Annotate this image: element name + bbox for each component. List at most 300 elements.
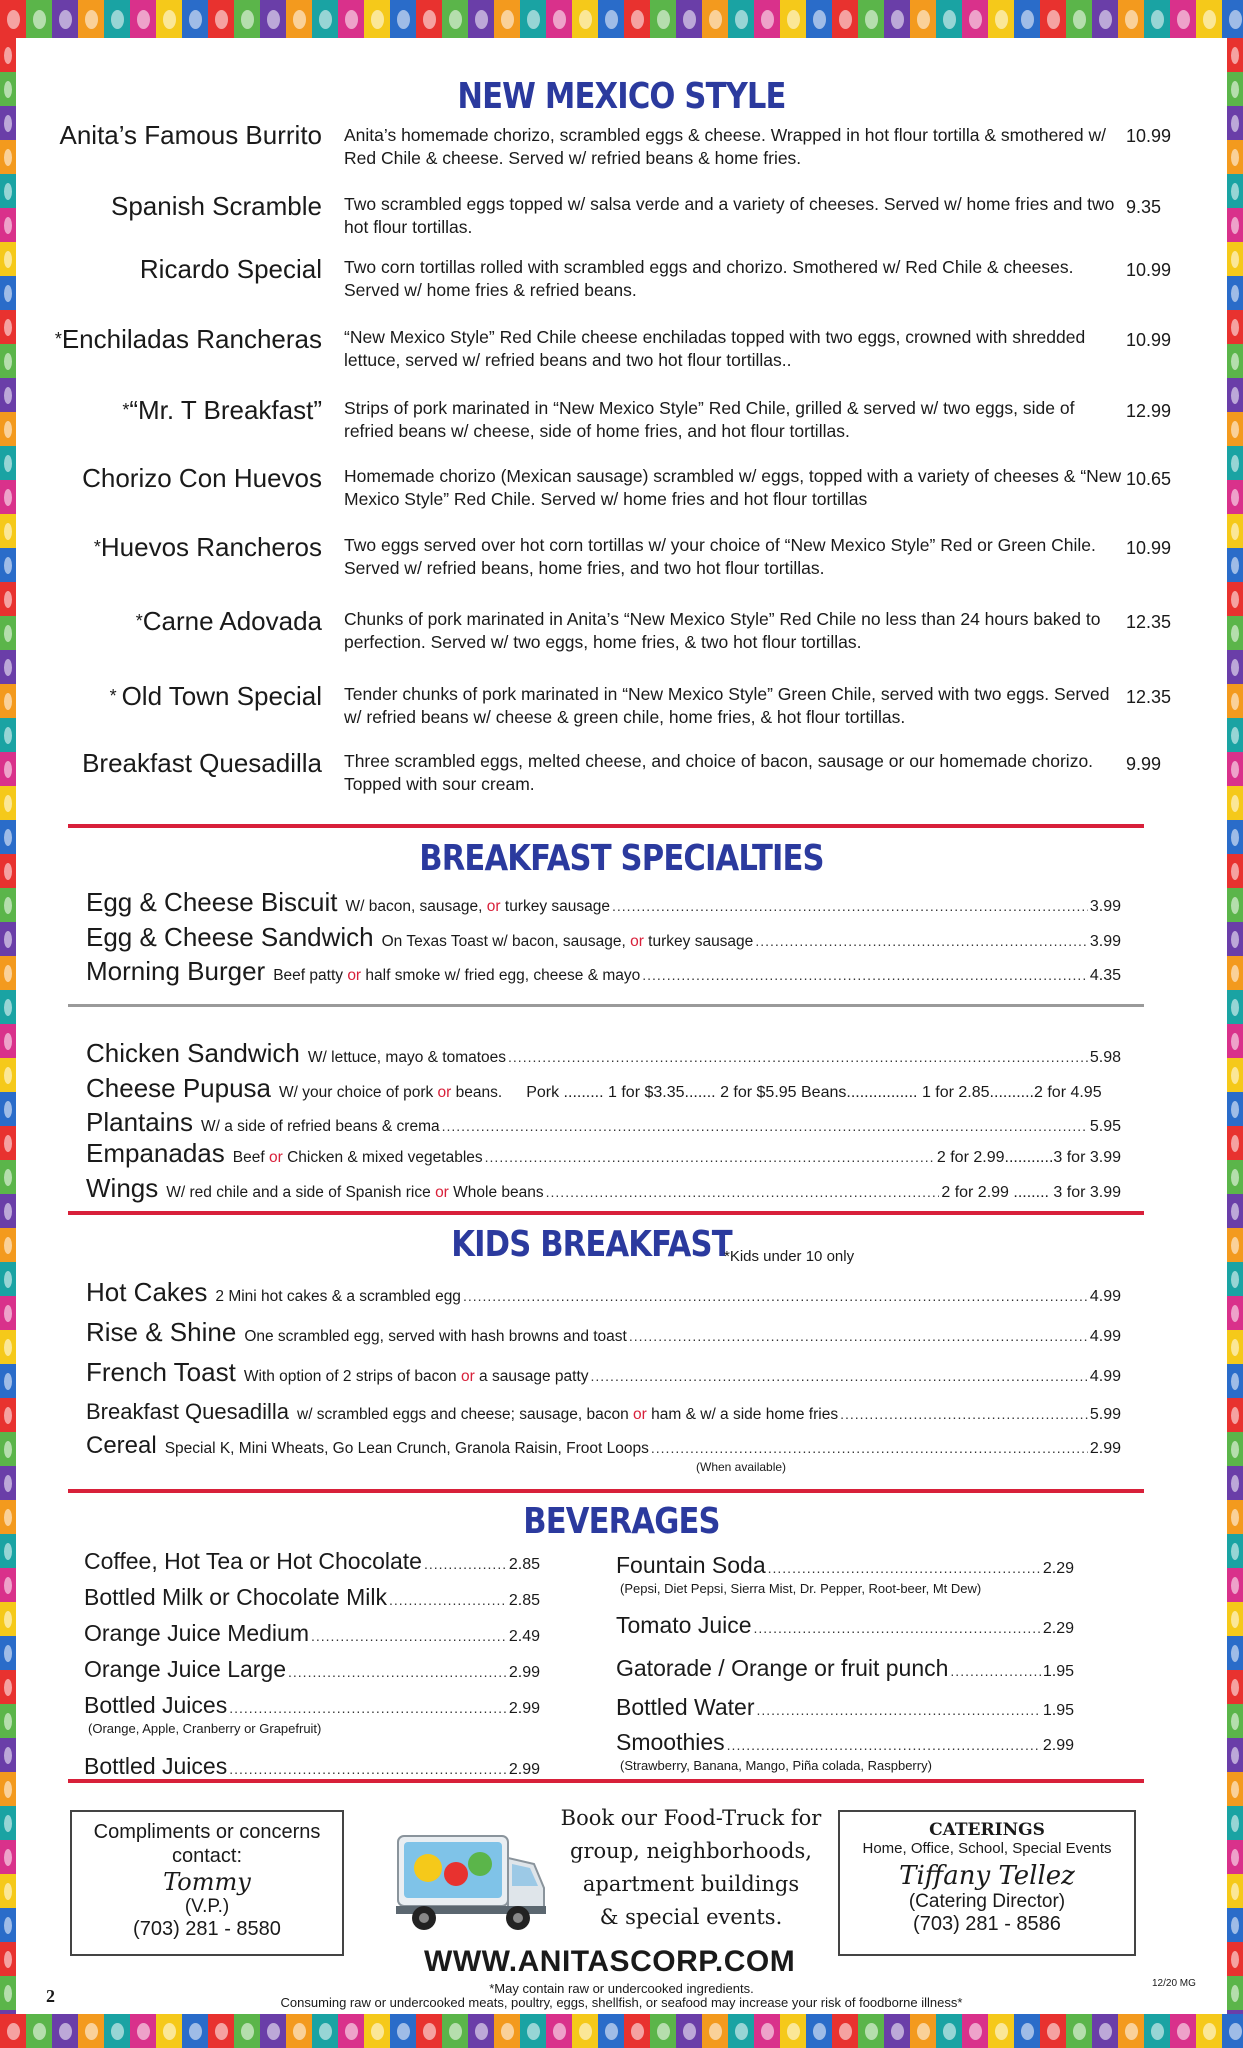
border-tile (858, 0, 884, 38)
item-description: Chunks of pork marinated in Anita’s “New Mexico Style” Red Chile no less than 24 hours baked to perfection. Served w/ two eggs, home fries, & two hot flour tortillas. (344, 609, 1101, 652)
dot-leader (651, 1440, 1088, 1456)
item-description (382, 933, 754, 951)
border-tile (0, 1228, 16, 1262)
item-name-text: Ricardo Special (139, 254, 322, 284)
border-tile (494, 2014, 520, 2048)
menu-line-item (86, 1357, 1121, 1388)
border-tile (1227, 1126, 1243, 1160)
papel-picado-border-bottom (0, 2014, 1243, 2048)
border-tile (1227, 446, 1243, 480)
item-name: Egg & Cheese Sandwich (86, 922, 374, 952)
border-tile (624, 0, 650, 38)
beverage-item (84, 1692, 540, 1719)
border-tile (0, 242, 16, 276)
border-tile (1118, 0, 1144, 38)
border-tile (208, 2014, 234, 2048)
border-tile (1227, 1432, 1243, 1466)
border-tile (0, 1568, 16, 1602)
beverage-name: Fountain Soda (616, 1552, 766, 1578)
food-truck-image (394, 1830, 550, 1934)
border-tile (286, 2014, 312, 2048)
border-tile (1066, 2014, 1092, 2048)
border-tile (0, 1024, 16, 1058)
page-number: 2 (46, 1986, 55, 2006)
border-tile (364, 0, 390, 38)
description-text: Whole beans (448, 1184, 544, 1201)
border-tile (572, 2014, 598, 2048)
border-tile (1227, 1296, 1243, 1330)
menu-line-item (86, 1432, 1121, 1460)
section-divider (68, 1489, 1144, 1493)
border-tile (806, 2014, 832, 2048)
border-tile (1227, 1092, 1243, 1126)
item-price: 2.99 (1089, 1440, 1121, 1457)
beverage-note: (Strawberry, Banana, Mango, Piña colada, Raspberry) (620, 1758, 932, 1773)
border-tile (0, 106, 16, 140)
border-tile (1227, 582, 1243, 616)
border-tile (1227, 1160, 1243, 1194)
contact-role: (V.P.) (184, 1896, 230, 1917)
description-text: W/ red chile and a side of Spanish rice (166, 1184, 436, 1201)
item-name (46, 750, 322, 777)
menu-line-item (86, 1317, 1121, 1348)
border-tile (0, 276, 16, 310)
border-tile (0, 412, 16, 446)
beverage-price: 2.49 (508, 1628, 540, 1645)
menu-line-item (86, 1277, 1121, 1308)
border-tile (468, 0, 494, 38)
border-tile (1227, 956, 1243, 990)
contact-line-1: Compliments or concerns (93, 1821, 321, 1843)
item-name-text: Huevos Rancheros (100, 532, 322, 562)
item-description (244, 1368, 589, 1386)
item-description (215, 1288, 461, 1306)
border-tile (26, 2014, 52, 2048)
border-tile (0, 1602, 16, 1636)
catering-title: CATERINGS (929, 1820, 1045, 1840)
border-tile (728, 2014, 754, 2048)
beverage-note: (Orange, Apple, Cranberry or Grapefruit) (88, 1721, 322, 1736)
border-tile (1227, 1806, 1243, 1840)
catering-role: (Catering Director) (908, 1891, 1066, 1912)
item-name-text: Chorizo Con Huevos (82, 463, 322, 493)
border-tile (1092, 2014, 1118, 2048)
item-name (46, 193, 322, 220)
border-tile (1227, 1602, 1243, 1636)
dot-leader (389, 1592, 507, 1608)
border-tile (0, 344, 16, 378)
description-text: turkey sausage (643, 933, 754, 950)
border-tile (1227, 854, 1243, 888)
border-tile (962, 2014, 988, 2048)
border-tile (1222, 2014, 1243, 2048)
item-name-text: Spanish Scramble (111, 191, 322, 221)
beverage-name: Orange Juice Large (84, 1656, 287, 1682)
or-connector: or (437, 1084, 452, 1101)
border-tile (988, 2014, 1014, 2048)
beverage-note: (Pepsi, Diet Pepsi, Sierra Mist, Dr. Pepper, Root-beer, Mt Dew) (620, 1581, 982, 1596)
border-tile (624, 2014, 650, 2048)
border-tile (598, 0, 624, 38)
border-tile (910, 2014, 936, 2048)
border-tile (0, 1160, 16, 1194)
border-tile (1227, 1058, 1243, 1092)
border-tile (130, 2014, 156, 2048)
catering-subtitle: Home, Office, School, Special Events (862, 1840, 1112, 1857)
promo-line: & special events. (599, 1905, 783, 1929)
or-connector: or (347, 967, 362, 984)
description-text: On Texas Toast w/ bacon, sausage, (381, 933, 631, 950)
item-price: 10.65 (1126, 469, 1172, 489)
description-text: beans. (451, 1084, 503, 1101)
border-tile (1066, 0, 1092, 38)
new-mexico-title: NEW MEXICO STYLE (457, 76, 786, 117)
item-name: Egg & Cheese Biscuit (86, 887, 338, 917)
item-price: 5.99 (1089, 1406, 1121, 1423)
item-asterisk: * (109, 686, 122, 706)
description-text: 2 Mini hot cakes & a scrambled egg (215, 1288, 461, 1305)
beverage-price: 1.95 (1042, 1663, 1074, 1680)
specialties-divider (68, 1004, 1144, 1007)
border-tile (0, 1058, 16, 1092)
raw-ingredients-note: *May contain raw or undercooked ingredients. (489, 1981, 754, 1996)
border-tile (416, 0, 442, 38)
border-tile (1227, 752, 1243, 786)
item-name (46, 465, 322, 492)
border-tile (1227, 72, 1243, 106)
item-name: Cereal (86, 1432, 157, 1459)
dot-leader (229, 1761, 507, 1777)
border-tile (0, 1500, 16, 1534)
beverage-item (84, 1656, 540, 1683)
border-tile (0, 1126, 16, 1160)
border-tile (650, 0, 676, 38)
promo-line: apartment buildings (582, 1872, 800, 1896)
or-connector: or (633, 1406, 647, 1423)
border-tile (936, 2014, 962, 2048)
border-tile (156, 2014, 182, 2048)
border-tile (156, 0, 182, 38)
beverage-price: 2.29 (1042, 1620, 1074, 1637)
border-tile (1227, 888, 1243, 922)
item-description: Two eggs served over hot corn tortillas w/ your choice of “New Mexico Style” Red or Green Chile. Served w/ refried beans, home fries, and two hot flour tortillas. (344, 535, 1096, 578)
item-price: 4.99 (1089, 1288, 1121, 1305)
border-tile (494, 0, 520, 38)
border-tile (0, 1636, 16, 1670)
border-tile (1227, 548, 1243, 582)
item-name: French Toast (86, 1357, 236, 1387)
border-tile (1227, 344, 1243, 378)
item-price: 2 for 2.99...........3 for 3.99 (936, 1149, 1121, 1166)
border-tile (338, 2014, 364, 2048)
border-tile (104, 0, 130, 38)
item-description (201, 1118, 440, 1136)
border-tile (0, 1874, 16, 1908)
item-name (46, 122, 322, 149)
item-price: 10.99 (1126, 330, 1172, 350)
border-tile (0, 446, 16, 480)
border-tile (234, 0, 260, 38)
border-tile (0, 1942, 16, 1976)
border-tile (1227, 38, 1243, 72)
beverages-title: BEVERAGES (523, 1501, 720, 1542)
food-truck-promo (556, 1802, 826, 1934)
border-tile (364, 2014, 390, 2048)
or-connector: or (268, 1149, 283, 1166)
border-tile (546, 0, 572, 38)
border-tile (1227, 1874, 1243, 1908)
item-description: Three scrambled eggs, melted cheese, and choice of bacon, sausage or our homemade chorizo. Topped with sour cream. (344, 751, 1094, 794)
border-tile (0, 1670, 16, 1704)
border-tile (780, 0, 806, 38)
menu-line-item (86, 887, 1121, 918)
border-tile (884, 2014, 910, 2048)
border-tile (0, 2014, 26, 2048)
border-tile (910, 0, 936, 38)
description-text: half smoke w/ fried egg, cheese & mayo (361, 967, 641, 984)
menu-line-item (86, 1399, 1121, 1425)
or-connector: or (435, 1184, 449, 1201)
item-price: 4.99 (1089, 1368, 1121, 1385)
border-tile (442, 2014, 468, 2048)
border-tile (1196, 2014, 1222, 2048)
border-tile (1144, 2014, 1170, 2048)
description-text: W/ lettuce, mayo & tomatoes (307, 1049, 507, 1066)
border-tile (0, 650, 16, 684)
beverage-price: 1.95 (1042, 1702, 1074, 1719)
item-asterisk: * (122, 400, 130, 420)
item-description: “New Mexico Style” Red Chile cheese enchiladas topped with two eggs, crowned with shredded lettuce, served w/ refried beans and two hot flour tortillas.. (344, 327, 1086, 370)
item-description (345, 898, 610, 916)
item-price: 12.35 (1126, 612, 1172, 632)
description-text: W/ your choice of pork (279, 1084, 438, 1101)
item-name-text: Breakfast Quesadilla (82, 748, 322, 778)
border-tile (1227, 1772, 1243, 1806)
border-tile (546, 2014, 572, 2048)
border-tile (208, 0, 234, 38)
item-name: Plantains (86, 1107, 193, 1137)
dot-leader (442, 1118, 1088, 1134)
border-tile (0, 1092, 16, 1126)
border-tile (1170, 0, 1196, 38)
description-text: One scrambled egg, served with hash browns and toast (244, 1328, 627, 1345)
border-tile (390, 0, 416, 38)
border-tile (182, 0, 208, 38)
beverage-item (616, 1655, 1074, 1682)
beverage-item (84, 1548, 540, 1575)
border-tile (1227, 1636, 1243, 1670)
item-name (46, 397, 322, 424)
item-description: Tender chunks of pork marinated in “New Mexico Style” Green Chile, served with two eggs. Served w/ refried beans w/ cheese & green chile, home fries, & hot flour tortillas. (344, 684, 1110, 727)
papel-picado-border-left (0, 38, 16, 2014)
border-tile (1227, 990, 1243, 1024)
border-tile (1227, 378, 1243, 412)
border-tile (0, 174, 16, 208)
cereal-availability-note: (When available) (696, 1460, 787, 1474)
dot-leader (727, 1737, 1041, 1753)
border-tile (754, 0, 780, 38)
border-tile (1227, 1466, 1243, 1500)
item-name: Rise & Shine (86, 1317, 237, 1347)
website-link[interactable]: WWW.ANITASCORP.COM (424, 1945, 796, 1978)
description-text: a sausage patty (474, 1368, 589, 1385)
border-tile (1227, 1738, 1243, 1772)
border-tile (884, 0, 910, 38)
border-tile (0, 752, 16, 786)
item-name (46, 534, 322, 561)
border-tile (702, 2014, 728, 2048)
border-tile (1227, 174, 1243, 208)
border-tile (468, 2014, 494, 2048)
border-tile (676, 0, 702, 38)
item-name (46, 608, 322, 635)
border-tile (260, 0, 286, 38)
item-asterisk: * (93, 537, 101, 557)
border-tile (78, 0, 104, 38)
item-name: Breakfast Quesadilla (86, 1399, 289, 1424)
border-tile (0, 956, 16, 990)
border-tile (598, 2014, 624, 2048)
border-tile (1227, 1908, 1243, 1942)
border-tile (702, 0, 728, 38)
item-price: 3.99 (1089, 898, 1121, 915)
item-name (46, 326, 322, 353)
beverage-item (84, 1620, 540, 1647)
border-tile (1227, 616, 1243, 650)
border-tile (754, 2014, 780, 2048)
border-tile (0, 1194, 16, 1228)
description-text: Special K, Mini Wheats, Go Lean Crunch, Granola Raisin, Froot Loops (164, 1440, 649, 1457)
description-text: Beef (232, 1149, 269, 1166)
border-tile (0, 1432, 16, 1466)
item-name: Morning Burger (86, 956, 266, 986)
border-tile (1040, 0, 1066, 38)
item-price: 10.99 (1126, 260, 1172, 280)
item-description (273, 967, 640, 985)
description-text: ham & w/ a side home fries (646, 1406, 839, 1423)
item-description (166, 1184, 543, 1202)
border-tile (0, 684, 16, 718)
description-text: W/ bacon, sausage, (345, 898, 487, 915)
menu-line-item (86, 1038, 1121, 1069)
papel-picado-border-right (1227, 38, 1243, 2014)
border-tile (0, 616, 16, 650)
item-price: 9.35 (1126, 197, 1162, 217)
item-name: Cheese Pupusa (86, 1073, 272, 1103)
border-tile (0, 72, 16, 106)
beverage-name: Smoothies (616, 1729, 725, 1755)
specialties-title: BREAKFAST SPECIALTIES (419, 838, 824, 879)
border-tile (962, 0, 988, 38)
dot-leader (463, 1288, 1088, 1304)
border-tile (182, 2014, 208, 2048)
dot-leader (629, 1328, 1088, 1344)
border-tile (0, 1364, 16, 1398)
border-tile (0, 1534, 16, 1568)
beverage-price: 2.99 (508, 1700, 540, 1717)
border-tile (1227, 1840, 1243, 1874)
border-tile (936, 0, 962, 38)
border-tile (832, 0, 858, 38)
beverage-name: Tomato Juice (616, 1612, 752, 1638)
border-tile (1227, 650, 1243, 684)
border-tile (1014, 2014, 1040, 2048)
border-tile (1227, 1398, 1243, 1432)
description-text: With option of 2 strips of bacon (243, 1368, 461, 1385)
border-tile (0, 310, 16, 344)
border-tile (520, 2014, 546, 2048)
border-tile (416, 2014, 442, 2048)
item-price: Pork ......... 1 for $3.35....... 2 for $5.95 Beans................ 1 for 2.85..........2 for 4.95 (526, 1084, 1102, 1101)
border-tile (0, 990, 16, 1024)
border-tile (1227, 1330, 1243, 1364)
item-name: Wings (86, 1173, 159, 1203)
dot-leader (288, 1664, 507, 1680)
border-tile (52, 0, 78, 38)
beverage-name: Coffee, Hot Tea or Hot Chocolate (84, 1548, 422, 1574)
item-price: 10.99 (1126, 538, 1172, 558)
border-tile (1227, 786, 1243, 820)
item-name-text: “Mr. T Breakfast” (129, 395, 322, 425)
item-description: Strips of pork marinated in “New Mexico Style” Red Chile, grilled & served w/ two eggs, side of refried beans w/ cheese, side of home fries, and hot flour tortillas. (344, 398, 1075, 441)
beverage-name: Bottled Water (616, 1694, 755, 1720)
border-tile (0, 1262, 16, 1296)
dot-leader (612, 898, 1088, 914)
border-tile (1227, 310, 1243, 344)
border-tile (0, 1806, 16, 1840)
beverage-price: 2.99 (1042, 1737, 1074, 1754)
border-tile (78, 2014, 104, 2048)
dot-leader (756, 1702, 1040, 1718)
border-tile (1227, 276, 1243, 310)
beverage-item (616, 1694, 1074, 1721)
catering-box (838, 1810, 1136, 1956)
beverage-name: Bottled Juices (84, 1692, 228, 1718)
description-text: Chicken & mixed vegetables (282, 1149, 483, 1166)
dot-leader (642, 967, 1088, 983)
item-price: 9.99 (1126, 754, 1162, 774)
item-description: Two corn tortillas rolled with scrambled eggs and chorizo. Smothered w/ Red Chile & cheeses. Served w/ home fries & refried beans. (344, 257, 1074, 300)
beverage-item (616, 1729, 1074, 1756)
border-tile (1227, 820, 1243, 854)
menu-line-item (86, 956, 1121, 987)
beverage-item (616, 1612, 1074, 1639)
border-tile (0, 1466, 16, 1500)
menu-line-item (86, 1173, 1121, 1204)
border-tile (1118, 2014, 1144, 2048)
border-tile (1227, 1670, 1243, 1704)
contact-box (70, 1810, 344, 1956)
border-tile (1227, 1976, 1243, 2010)
dot-leader (508, 1049, 1088, 1065)
border-tile (234, 2014, 260, 2048)
border-tile (0, 854, 16, 888)
border-tile (0, 820, 16, 854)
promo-line: Book our Food-Truck for (560, 1806, 822, 1830)
border-tile (0, 786, 16, 820)
border-tile (1227, 1500, 1243, 1534)
border-tile (1222, 0, 1243, 38)
border-tile (0, 548, 16, 582)
border-tile (1227, 1228, 1243, 1262)
item-price: 4.99 (1089, 1328, 1121, 1345)
item-price: 10.99 (1126, 126, 1172, 146)
item-name-text: Enchiladas Rancheras (61, 324, 322, 354)
border-tile (1040, 2014, 1066, 2048)
border-tile (858, 2014, 884, 2048)
border-tile (1227, 1364, 1243, 1398)
border-tile (0, 582, 16, 616)
